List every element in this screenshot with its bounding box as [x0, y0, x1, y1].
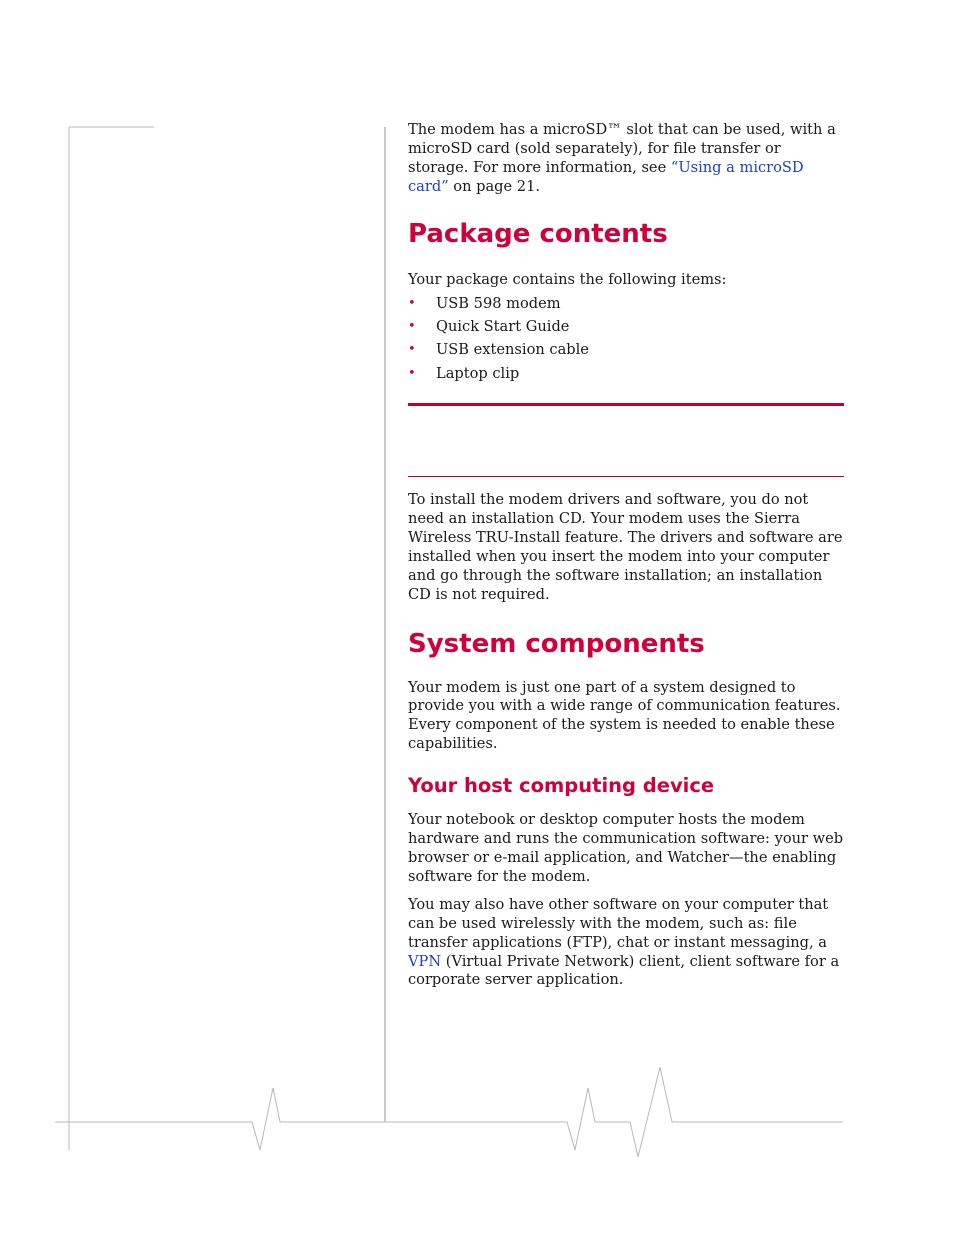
bullet-icon: • [408, 295, 416, 311]
package-contents-heading: Package contents [408, 218, 668, 249]
list-item [408, 292, 844, 315]
vpn-link[interactable]: VPN [408, 952, 442, 970]
intro-text-end: on page 21. [448, 177, 540, 195]
list-item [408, 362, 844, 385]
section-divider-thick [408, 403, 844, 406]
intro-text: The modem has a microSD™ slot that can be used, with a microSD card (sold separately), for file transfer or storage. For more information, see [408, 121, 836, 176]
bullet-icon: • [408, 365, 416, 381]
intro-paragraph [408, 121, 844, 197]
host-device-heading: Your host computing device [408, 774, 715, 798]
host-device-paragraph-1: Your notebook or desktop computer hosts the modem hardware and runs the communication software: your web browser or e-mail application, and Watcher—the enabling software for the modem. [408, 811, 844, 885]
host-device-paragraph-2 [408, 896, 844, 991]
list-item [408, 315, 844, 338]
paragraph-text: You may also have other software on your computer that can be used wirelessly with the modem, such as: file transfer applications (FTP), chat or instant messaging, a [408, 895, 829, 951]
bullet-icon: • [408, 342, 416, 358]
package-intro: Your package contains the following items: [408, 270, 727, 288]
list-item-text: Laptop clip [436, 364, 520, 382]
list-item-text: Quick Start Guide [436, 317, 570, 335]
list-item-text: USB extension cable [436, 341, 589, 359]
system-components-paragraph: Your modem is just one part of a system designed to provide you with a wide range of communication features. Every component of the system is needed to enable these capabilities. [408, 678, 841, 753]
bullet-icon: • [408, 318, 416, 334]
section-divider-thin [408, 476, 844, 477]
waveform-line [55, 1067, 843, 1157]
paragraph-text-end: (Virtual Private Network) client, client software for a corporate server application. [408, 952, 840, 989]
install-paragraph: To install the modem drivers and software, you do not need an installation CD. Your modem uses the Sierra Wireless TRU-Install feature. The drivers and software are installed when you insert the modem into your computer and go through the software installation; an installation CD is not required. [408, 491, 843, 603]
list-item [408, 338, 844, 361]
list-item-text: USB 598 modem [436, 294, 561, 312]
package-items-list [408, 292, 844, 386]
main-content-column [408, 121, 844, 990]
system-components-heading: System components [408, 628, 705, 659]
microsd-link[interactable]: “Using a microSD card” [408, 158, 804, 195]
